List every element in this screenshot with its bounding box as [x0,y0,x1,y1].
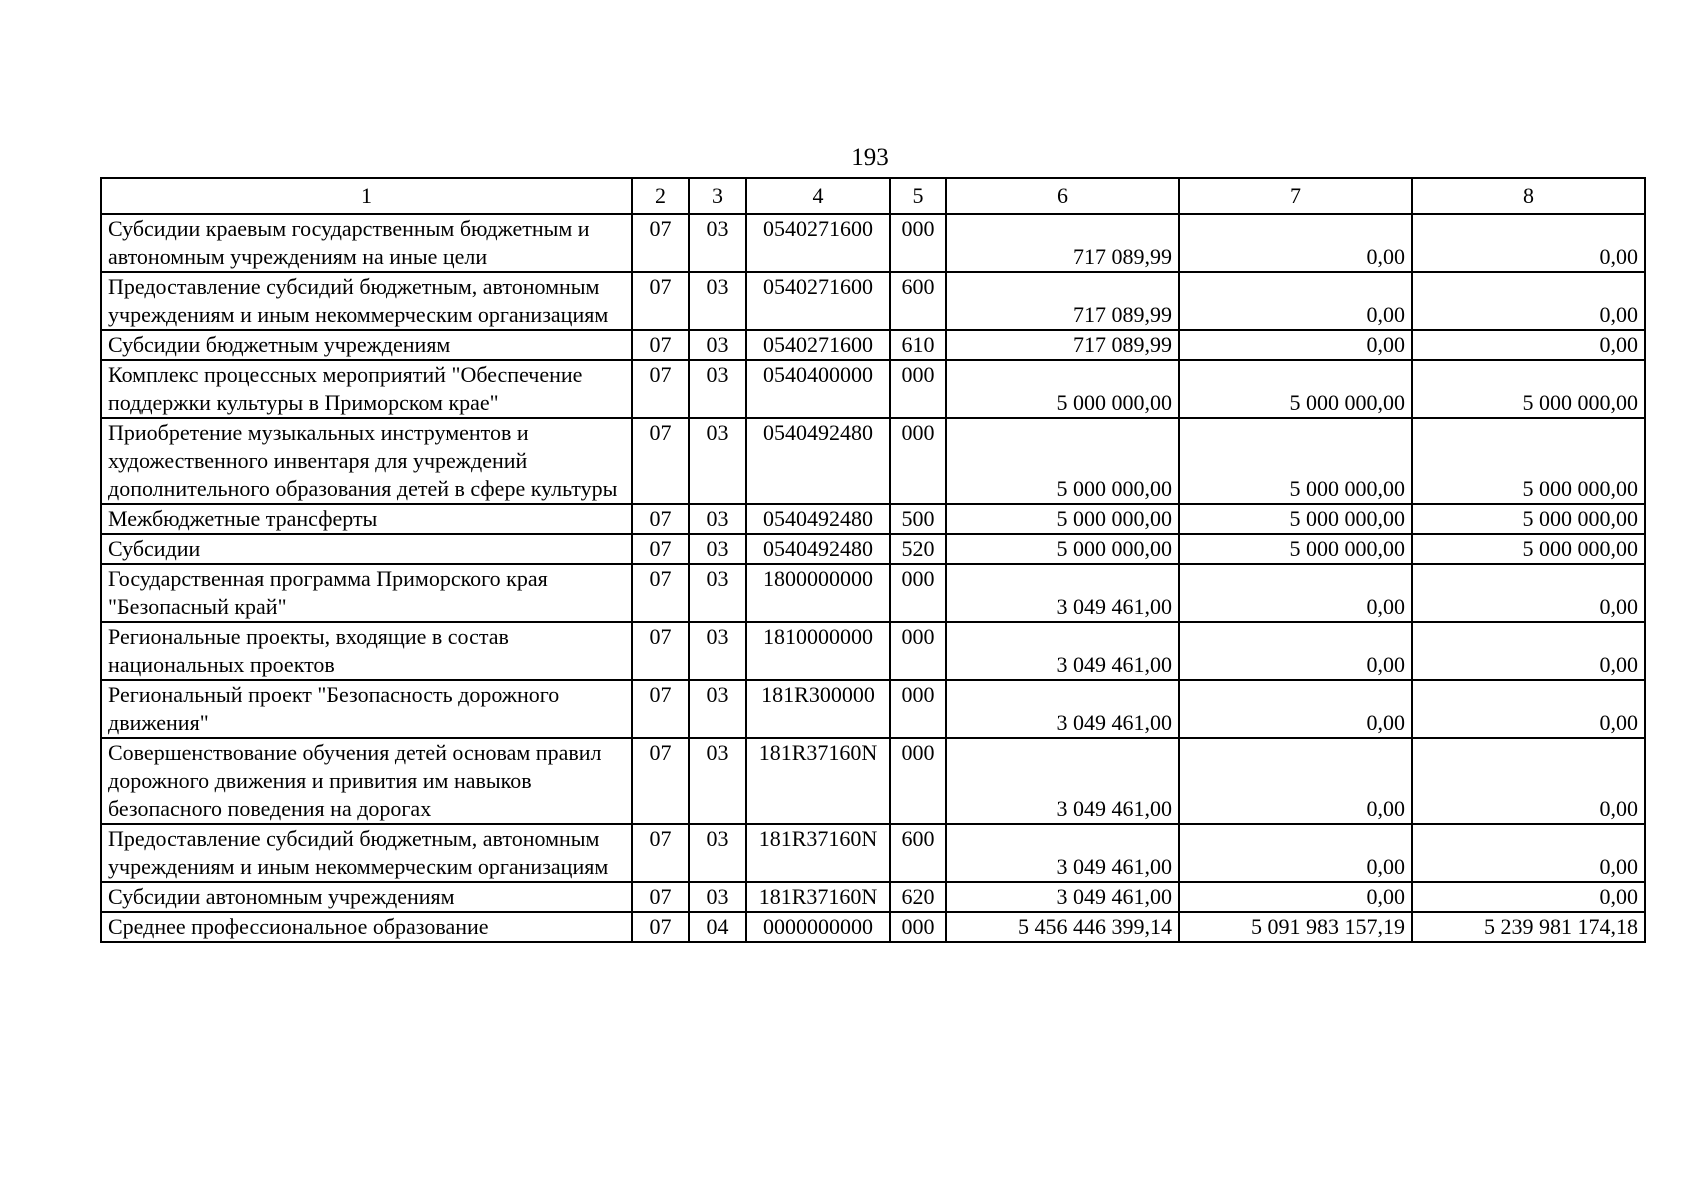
expense-type-code: 000 [890,680,946,738]
expense-type-code: 620 [890,882,946,912]
target-article-code: 0000000000 [746,912,890,942]
item-name: Государственная программа Приморского края "Безопасный край" [101,564,632,622]
section-code: 07 [632,680,689,738]
item-name: Среднее профессиональное образование [101,912,632,942]
amount-col-7: 0,00 [1179,680,1412,738]
section-code: 07 [632,882,689,912]
amount-col-8: 5 000 000,00 [1412,504,1645,534]
table-row [101,824,1645,882]
section-code: 07 [632,214,689,272]
amount-col-8: 0,00 [1412,824,1645,882]
section-code: 07 [632,912,689,942]
target-article-code: 1810000000 [746,622,890,680]
item-name: Субсидии бюджетным учреждениям [101,330,632,360]
target-article-code: 181R37160N [746,738,890,824]
section-code: 07 [632,564,689,622]
subsection-code: 03 [689,272,746,330]
amount-col-8: 0,00 [1412,738,1645,824]
table-row [101,214,1645,272]
subsection-code: 03 [689,824,746,882]
amount-col-6: 3 049 461,00 [946,564,1179,622]
amount-col-8: 0,00 [1412,564,1645,622]
item-name: Совершенствование обучения детей основам правил дорожного движения и привития им навыков безопасного поведения на дорогах [101,738,632,824]
amount-col-8: 0,00 [1412,680,1645,738]
column-header-2: 2 [632,178,689,214]
expense-type-code: 500 [890,504,946,534]
amount-col-6: 717 089,99 [946,272,1179,330]
item-name: Региональный проект "Безопасность дорожного движения" [101,680,632,738]
amount-col-7: 0,00 [1179,622,1412,680]
table-row [101,504,1645,534]
subsection-code: 03 [689,534,746,564]
expense-type-code: 000 [890,912,946,942]
target-article-code: 0540271600 [746,272,890,330]
amount-col-8: 5 000 000,00 [1412,418,1645,504]
column-header-8: 8 [1412,178,1645,214]
amount-col-8: 0,00 [1412,214,1645,272]
page-number: 193 [851,144,889,171]
amount-col-6: 3 049 461,00 [946,882,1179,912]
section-code: 07 [632,418,689,504]
amount-col-6: 5 000 000,00 [946,418,1179,504]
subsection-code: 04 [689,912,746,942]
amount-col-7: 0,00 [1179,882,1412,912]
table-row [101,360,1645,418]
subsection-code: 03 [689,504,746,534]
item-name: Региональные проекты, входящие в состав национальных проектов [101,622,632,680]
expense-type-code: 600 [890,824,946,882]
item-name: Предоставление субсидий бюджетным, автономным учреждениям и иным некоммерческим организациям [101,272,632,330]
target-article-code: 0540492480 [746,418,890,504]
table-row [101,534,1645,564]
item-name: Субсидии автономным учреждениям [101,882,632,912]
amount-col-7: 0,00 [1179,738,1412,824]
table-row [101,912,1645,942]
subsection-code: 03 [689,564,746,622]
amount-col-8: 0,00 [1412,272,1645,330]
subsection-code: 03 [689,418,746,504]
target-article-code: 0540271600 [746,330,890,360]
section-code: 07 [632,272,689,330]
amount-col-8: 0,00 [1412,882,1645,912]
subsection-code: 03 [689,680,746,738]
subsection-code: 03 [689,622,746,680]
amount-col-7: 5 000 000,00 [1179,360,1412,418]
target-article-code: 181R37160N [746,824,890,882]
target-article-code: 181R37160N [746,882,890,912]
amount-col-8: 0,00 [1412,622,1645,680]
expense-type-code: 000 [890,360,946,418]
expense-type-code: 000 [890,564,946,622]
expense-type-code: 520 [890,534,946,564]
amount-col-6: 717 089,99 [946,330,1179,360]
table-row [101,622,1645,680]
expense-type-code: 000 [890,418,946,504]
section-code: 07 [632,534,689,564]
subsection-code: 03 [689,360,746,418]
item-name: Межбюджетные трансферты [101,504,632,534]
section-code: 07 [632,330,689,360]
header-row [101,178,1645,214]
target-article-code: 0540492480 [746,504,890,534]
amount-col-6: 717 089,99 [946,214,1179,272]
table-row [101,564,1645,622]
amount-col-6: 3 049 461,00 [946,680,1179,738]
item-name: Субсидии краевым государственным бюджетным и автономным учреждениям на иные цели [101,214,632,272]
amount-col-7: 5 000 000,00 [1179,534,1412,564]
amount-col-7: 0,00 [1179,272,1412,330]
table-row [101,330,1645,360]
amount-col-7: 0,00 [1179,824,1412,882]
column-header-4: 4 [746,178,890,214]
column-header-1: 1 [101,178,632,214]
item-name: Предоставление субсидий бюджетным, автономным учреждениям и иным некоммерческим организациям [101,824,632,882]
item-name: Субсидии [101,534,632,564]
section-code: 07 [632,622,689,680]
target-article-code: 1800000000 [746,564,890,622]
column-header-5: 5 [890,178,946,214]
column-header-6: 6 [946,178,1179,214]
subsection-code: 03 [689,330,746,360]
table-row [101,882,1645,912]
target-article-code: 0540271600 [746,214,890,272]
amount-col-7: 0,00 [1179,214,1412,272]
subsection-code: 03 [689,882,746,912]
amount-col-6: 5 000 000,00 [946,534,1179,564]
amount-col-6: 3 049 461,00 [946,738,1179,824]
amount-col-8: 5 000 000,00 [1412,360,1645,418]
target-article-code: 0540492480 [746,534,890,564]
table-row [101,680,1645,738]
expense-type-code: 600 [890,272,946,330]
target-article-code: 181R300000 [746,680,890,738]
expense-type-code: 610 [890,330,946,360]
table-row [101,418,1645,504]
expense-type-code: 000 [890,214,946,272]
section-code: 07 [632,504,689,534]
amount-col-6: 3 049 461,00 [946,622,1179,680]
item-name: Приобретение музыкальных инструментов и художественного инвентаря для учреждений дополнительного образования детей в сфере культуры [101,418,632,504]
subsection-code: 03 [689,214,746,272]
amount-col-7: 0,00 [1179,330,1412,360]
amount-col-7: 0,00 [1179,564,1412,622]
amount-col-6: 5 000 000,00 [946,504,1179,534]
expense-type-code: 000 [890,738,946,824]
section-code: 07 [632,824,689,882]
subsection-code: 03 [689,738,746,824]
amount-col-6: 3 049 461,00 [946,824,1179,882]
column-header-7: 7 [1179,178,1412,214]
amount-col-6: 5 456 446 399,14 [946,912,1179,942]
amount-col-8: 5 000 000,00 [1412,534,1645,564]
amount-col-7: 5 000 000,00 [1179,504,1412,534]
item-name: Комплекс процессных мероприятий "Обеспечение поддержки культуры в Приморском крае" [101,360,632,418]
table-row [101,738,1645,824]
budget-table [100,177,1646,943]
amount-col-8: 5 239 981 174,18 [1412,912,1645,942]
section-code: 07 [632,360,689,418]
amount-col-8: 0,00 [1412,330,1645,360]
target-article-code: 0540400000 [746,360,890,418]
expense-type-code: 000 [890,622,946,680]
column-header-3: 3 [689,178,746,214]
section-code: 07 [632,738,689,824]
table-row [101,272,1645,330]
amount-col-6: 5 000 000,00 [946,360,1179,418]
amount-col-7: 5 000 000,00 [1179,418,1412,504]
amount-col-7: 5 091 983 157,19 [1179,912,1412,942]
